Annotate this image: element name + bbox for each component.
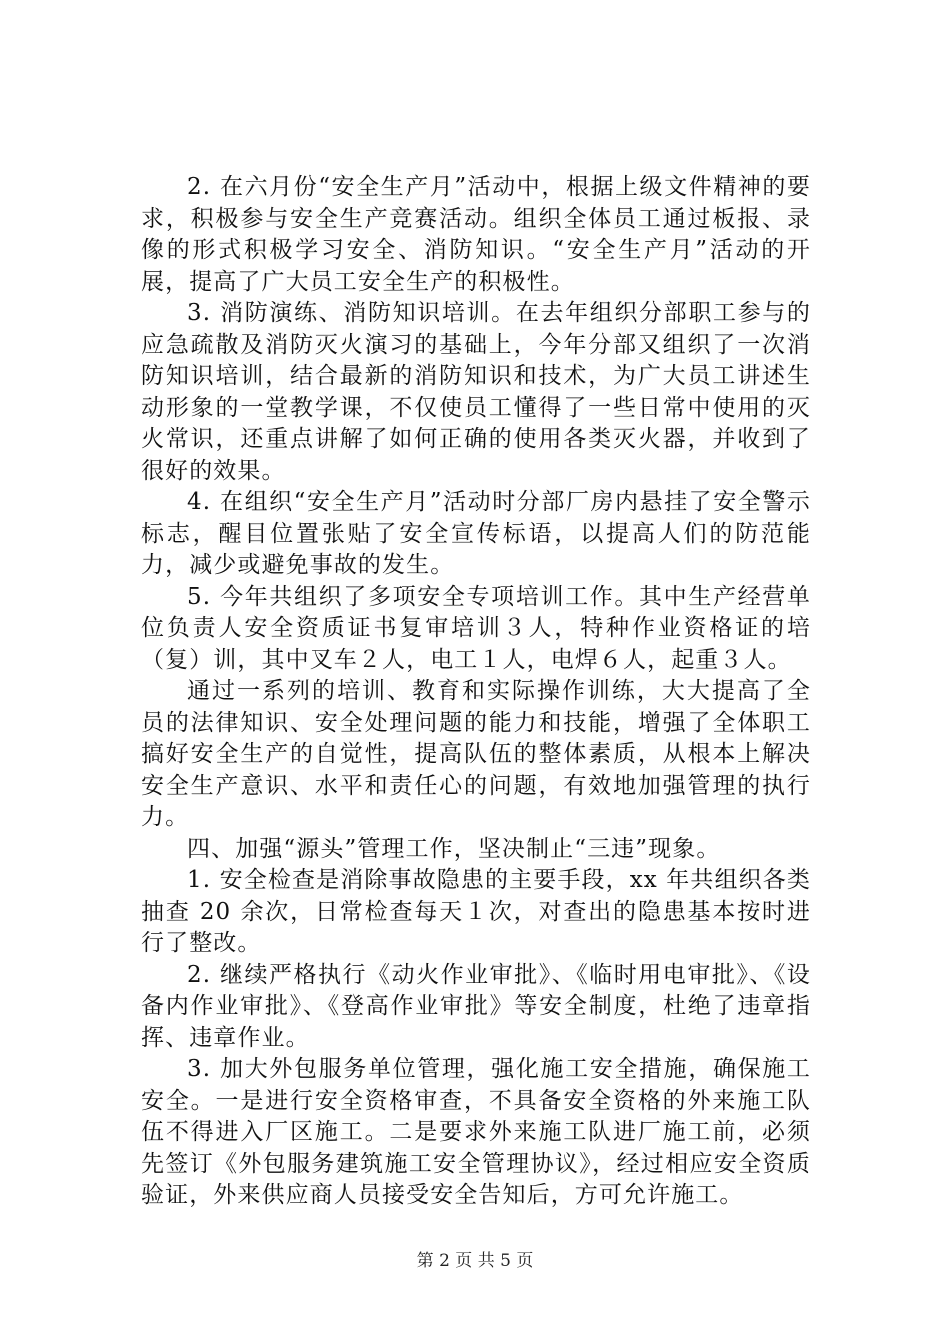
section-heading-four: 四、加强“源头”管理工作，坚决制止“三违”现象。 <box>187 835 721 862</box>
paragraph-check-3: 3. 加大外包服务单位管理，强化施工安全措施，确保施工安全。一是进行安全资格审查，不具备安全资格的外来施工队伍不得进入厂区施工。二是要求外来施工队进厂施工前，必须先签订《外包服务建筑施工安全管理协议》，经过相应安全资质验证，外来供应商人员接受安全告知后，方可允许施工。 <box>141 1056 811 1208</box>
paragraph-summary: 通过一系列的培训、教育和实际操作训练，大大提高了全员的法律知识、安全处理问题的能力和技能，增强了全体职工搞好安全生产的自觉性，提高队伍的整体素质，从根本上解决安全生产意识、水平和责任心的问题，有效地加强管理的执行力。 <box>141 678 811 830</box>
paragraph-item-5: 5. 今年共组织了多项安全专项培训工作。其中生产经营单位负责人安全资质证书复审培训３人，特种作业资格证的培（复）训，其中叉车２人，电工１人，电焊６人，起重３人。 <box>141 583 811 673</box>
page-footer: 第 2 页 共 5 页 <box>416 1251 534 1271</box>
paragraph-check-1: 1. 安全检查是消除事故隐患的主要手段，xx 年共组织各类抽查 20 余次，日常检查每天１次，对查出的隐患基本按时进行了整改。 <box>141 867 811 956</box>
document-body <box>141 172 811 1212</box>
paragraph-check-2: 2. 继续严格执行《动火作业审批》、《临时用电审批》、《设备内作业审批》、《登高作业审批》等安全制度，杜绝了违章指挥、违章作业。 <box>141 961 811 1051</box>
paragraph-item-3: 3. 消防演练、消防知识培训。在去年组织分部职工参与的应急疏散及消防灭火演习的基础上，今年分部又组织了一次消防知识培训，结合最新的消防知识和技术，为广大员工讲述生动形象的一堂教学课，不仅使员工懂得了一些日常中使用的灭火常识，还重点讲解了如何正确的使用各类灭火器，并收到了很好的效果。 <box>141 300 811 484</box>
paragraph-item-2: 2. 在六月份“安全生产月”活动中，根据上级文件精神的要求，积极参与安全生产竞赛活动。组织全体员工通过板报、录像的形式积极学习安全、消防知识。“安全生产月”活动的开展，提高了广大员工安全生产的积极性。 <box>141 174 811 295</box>
paragraph-item-4: 4. 在组织“安全生产月”活动时分部厂房内悬挂了安全警示标志，醒目位置张贴了安全宣传标语，以提高人们的防范能力，减少或避免事故的发生。 <box>141 489 811 578</box>
